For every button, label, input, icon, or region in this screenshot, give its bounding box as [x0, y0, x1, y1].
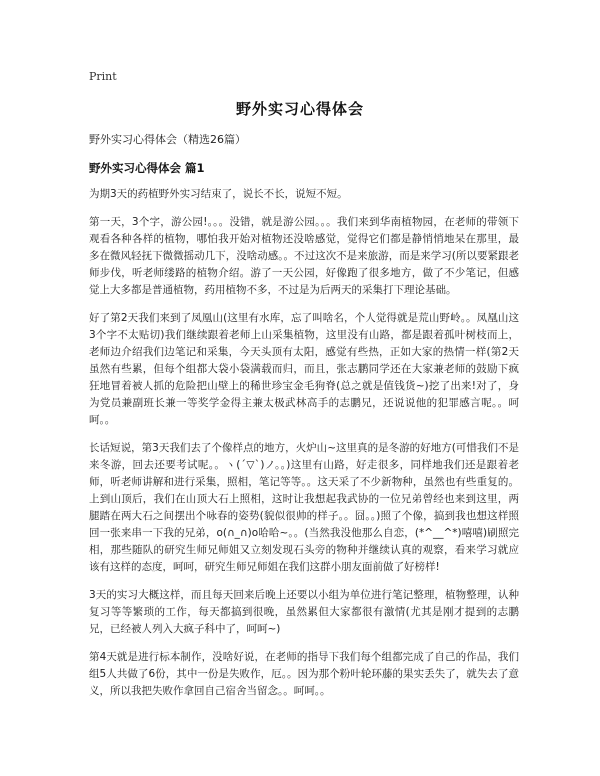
paragraph-day-3: 长话短说，第3天我们去了个像样点的地方，火炉山~这里真的是冬游的好地方(可惜我们不是来冬游，回去还要考试呢。。ヽ(ˊ▽ˋ)ノ。。)这里有山路，好走很多，同样地我们还是跟着老师，听老师讲解和进行采集，照相，笔记等等。。这天采了不少新物种，虽然也有些重复的。上到山顶后，我们在山顶大石上照相，这时让我想起我武协的一位兄弟曾经也来到这里，两腿踏在两大石之间摆出个咏春的姿势(貌似很帅的样子。。囧。。)照了个像，搞到我也想这样照回一张来串一下我的兄弟，o(∩_∩)o哈哈~。。(当然我没他那么自恋，(*^__^*)嘻嘻)刷照完相，那些随队的研究生师兄师姐又立刻发现石头旁的物种并继续认真的观察，看来学习就应该有这样的态度，呵呵，研究生师兄师姐在我们这群小朋友面前做了好榜样!	[89, 442, 519, 573]
paragraph-day-4: 第4天就是进行标本制作，没啥好说，在老师的指导下我们每个组都完成了自己的作品，我们组5人共做了6份，其中一份是失败作，厄。。因为那个粉叶轮环藤的果实丢失了，就失去了意义，所以我把失败作拿回自己宿舍当留念。。呵呵。。	[89, 651, 519, 697]
page-title: 野外实习心得体会	[235, 100, 364, 118]
section-heading: 野外实习心得体会 篇1	[89, 161, 205, 175]
paragraph-day-1: 第一天，3个字，游公园!。。。没错，就是游公园。。。我们来到华南植物园，在老师的带领下观看各种各样的植物，哪怕我开始对植物还没啥感觉，觉得它们都是静悄悄地呆在那里，最多在微风轻抚下微微摇动几下，没啥动感。。不过这次不是来旅游，而是来学习(所以要紧跟老师步伐，听老师缕路的植物介绍。游了一天公园，好像跑了很多地方，做了不少笔记，但感觉上大多都是普通植物，药用植物不多，不过是为后两天的采集打下理论基础。	[89, 216, 519, 296]
paragraph-day-2: 好了第2天我们来到了凤凰山(这里有水库，忘了叫啥名，个人觉得就是荒山野岭。。凤凰山这3个字不太贴切)我们继续跟着老师上山采集植物，这里没有山路，都是跟着孤叶树枝而上，老师边介绍我们边笔记和采集，今天头顶有太阳，感觉有些热，正如大家的热情一样(第2天虽然有些累，但每个组都大袋小袋满载而归，而且，张志鹏同学还在大家兼老师的鼓励下疯狂地冒着被人抓的危险把山壁上的稀世珍宝金毛狗脊(总之就是值钱货~)挖了出来!对了，身为党员兼副班长兼一等奖学金得主兼太极武林高手的志鹏兄，还说说他的犯罪感言呢。。呵呵。。	[89, 312, 519, 426]
article-body	[89, 186, 519, 711]
document-subtitle: 野外实习心得体会（精选26篇）	[89, 133, 246, 146]
print-label: Print	[89, 70, 117, 83]
paragraph-intro: 为期3天的药植野外实习结束了，说长不长，说短不短。	[89, 188, 348, 200]
paragraph-summary: 3天的实习大概这样，而且每天回来后晚上还要以小组为单位进行笔记整理，植物整理，认种复习等等繁琐的工作，每天都搞到很晚，虽然累但大家都很有激情(尤其是刚才提到的志鹏兄，已经被人列入大疯子科中了，呵呵~)	[89, 589, 519, 635]
